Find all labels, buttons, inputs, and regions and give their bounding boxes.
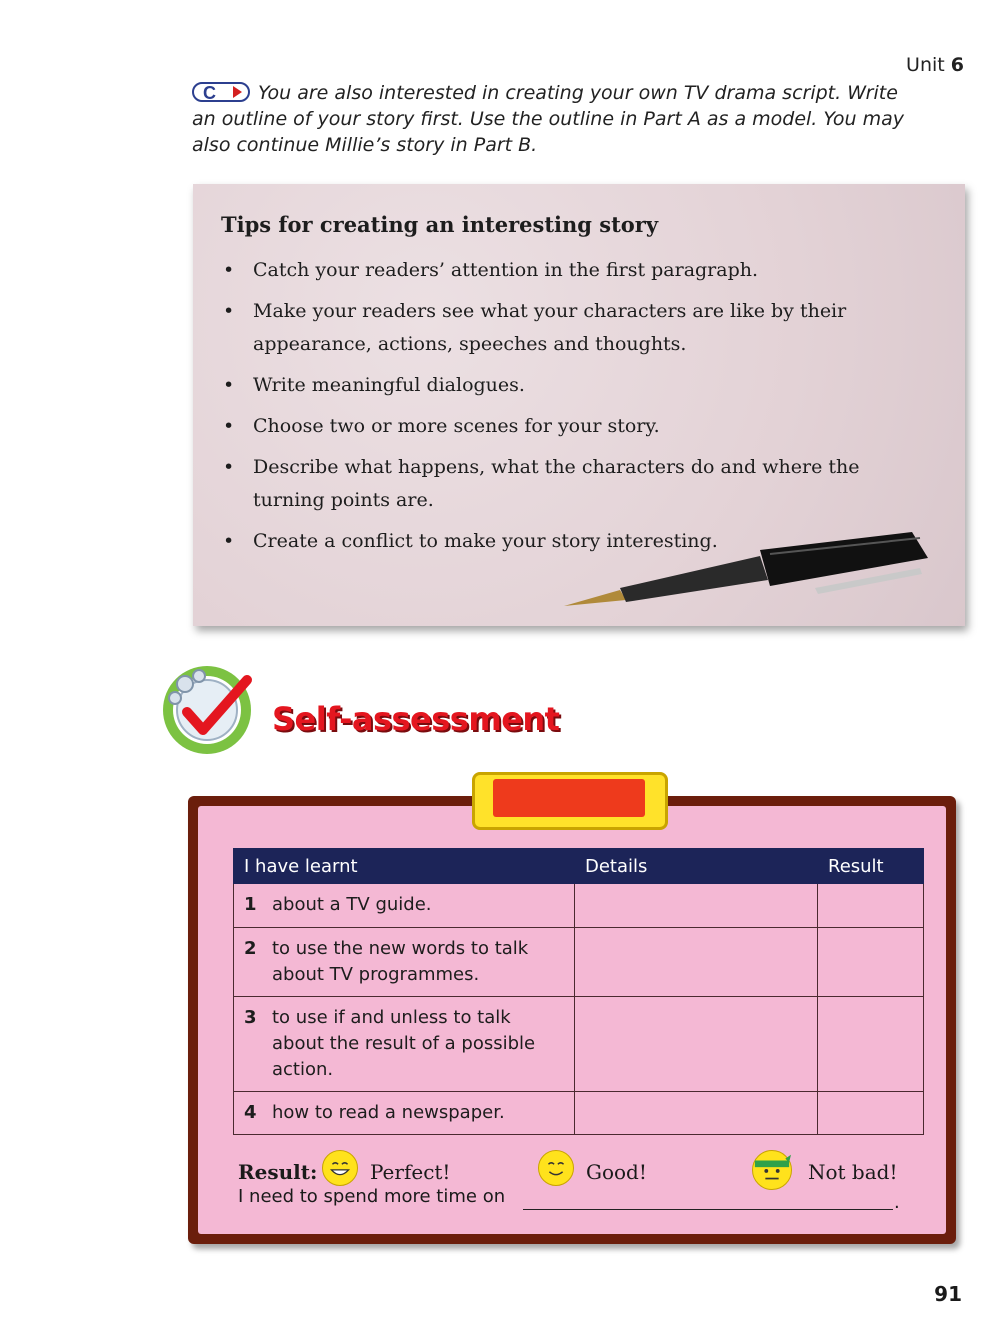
part-c-instruction [192,80,912,158]
learnt-cell [234,1092,575,1135]
smiley-not-bad-icon [752,1150,792,1190]
self-assessment-table [233,848,924,1135]
table-row [234,928,924,997]
row-number: 4 [244,1102,257,1123]
row-text: to use the new words to talk about TV programmes. [272,938,529,985]
tip-text: Write meaningful dialogues. [253,374,525,396]
tips-title: Tips for creating an interesting story [221,212,659,237]
part-c-badge-icon [192,82,250,102]
unit-label [906,54,964,76]
part-c-letter: C [203,83,216,103]
row-number: 3 [244,1007,257,1028]
learnt-cell [234,884,575,928]
check-medal-icon [155,662,265,756]
tips-list [223,254,913,566]
tip-item: • Catch your readers’ attention in the first paragraph. [223,259,759,281]
table-row [234,997,924,1092]
tip-text: Describe what happens, what the characters do and where the turning points are. [253,456,860,511]
result-cell[interactable] [818,1092,924,1135]
part-c-text: You are also interested in creating your own TV drama script. Write an outline of your story first. Use the outline in Part A as a model. You may also continue Millie’s story in Part B. [192,82,904,156]
row-number: 2 [244,938,257,959]
rating-perfect-label: Perfect! [370,1160,451,1184]
rating-good-label: Good! [586,1160,647,1184]
unit-prefix: Unit [906,54,945,76]
result-cell[interactable] [818,997,924,1092]
table-header-row [234,849,924,884]
row-text: about a TV guide. [272,894,432,915]
fountain-pen-icon [560,528,940,618]
need-more-time-blank[interactable] [523,1209,893,1210]
row-text: to use if and unless to talk about the result of a possible action. [272,1007,536,1080]
tip-item: • Choose two or more scenes for your story. [223,415,660,437]
row-text: how to read a newspaper. [272,1102,505,1123]
result-cell[interactable] [818,884,924,928]
tip-text: Create a conflict to make your story interesting. [253,530,718,552]
tip-text: Make your readers see what your characters are like by their appearance, actions, speeches and thoughts. [253,300,847,355]
smiley-perfect-icon [322,1150,358,1186]
self-assessment-title: Self-assessment [272,700,560,738]
result-label: Result: [238,1160,318,1184]
details-cell[interactable] [575,928,818,997]
tip-item: • Make your readers see what your characters are like by their appearance, actions, speeches and thoughts. [223,300,847,355]
play-arrow-icon [233,86,242,98]
unit-number: 6 [950,54,964,76]
page-number: 91 [934,1282,962,1306]
tip-text: Choose two or more scenes for your story. [253,415,660,437]
sentence-period: . [894,1192,900,1213]
column-header-learnt: I have learnt [234,849,575,884]
details-cell[interactable] [575,997,818,1092]
column-header-result: Result [818,849,924,884]
tip-item: • Describe what happens, what the characters do and where the turning points are. [223,456,860,511]
table-row [234,1092,924,1135]
column-header-details: Details [575,849,818,884]
tip-item: • Create a conflict to make your story interesting. [223,530,718,552]
result-cell[interactable] [818,928,924,997]
learnt-cell [234,997,575,1092]
tip-text: Catch your readers’ attention in the first paragraph. [253,259,759,281]
clipboard-clip [472,772,668,830]
details-cell[interactable] [575,1092,818,1135]
rating-not-bad-label: Not bad! [808,1160,898,1184]
details-cell[interactable] [575,884,818,928]
smiley-good-icon [538,1150,574,1186]
need-more-time-text: I need to spend more time on [238,1186,506,1207]
row-number: 1 [244,894,257,915]
tip-item: • Write meaningful dialogues. [223,374,525,396]
table-row [234,884,924,928]
learnt-cell [234,928,575,997]
